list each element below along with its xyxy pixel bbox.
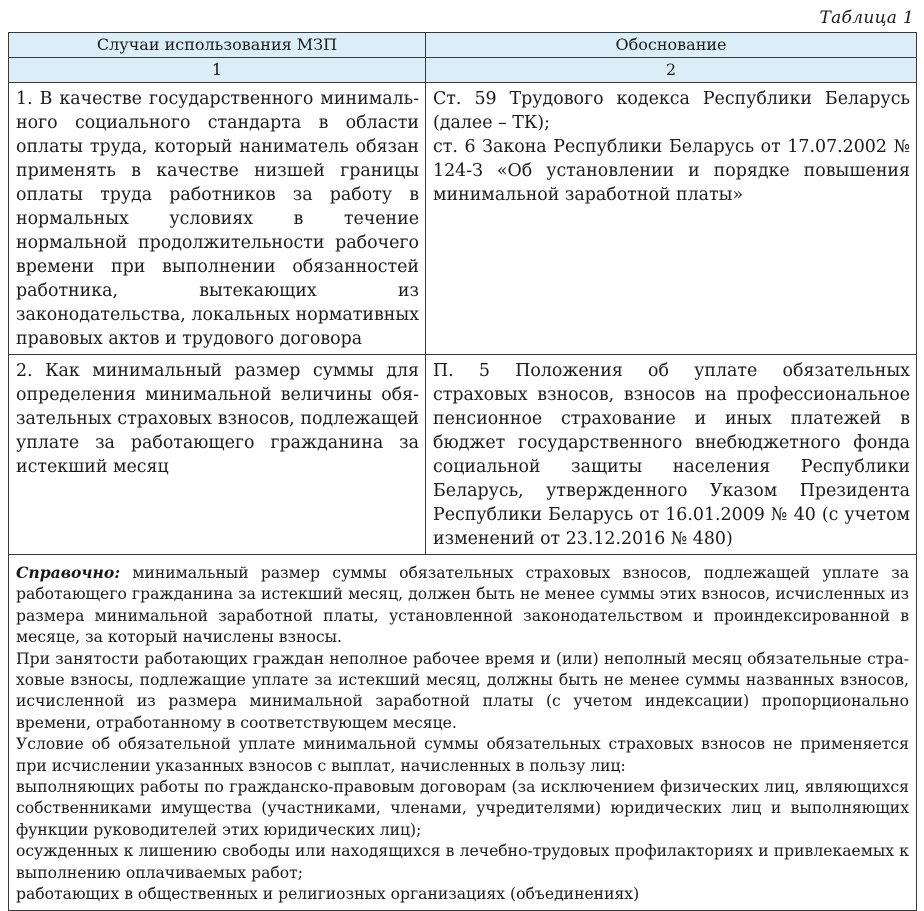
note-paragraph: осужденных к лишению свободы или находящихся в лечебно-трудовых профилакториях и привлекаемых к выполнению оплачиваемых работ; bbox=[16, 842, 909, 882]
basis-cell bbox=[426, 355, 917, 555]
header-col-basis: Обоснование bbox=[426, 33, 917, 58]
note-paragraph: выполняющих работы по гражданско-правовым договорам (за исключением физических лиц, являющихся собственниками имущества (участниками, членами, учредителями) юридических лиц и выполняющих функции руководителей этих юридических лиц); bbox=[16, 778, 909, 839]
case-cell: 1. В качестве государственного минимального социального стандарта в области оплаты труда, который наниматель обязан применять в качестве низшей границы оплаты труда работников за работу в нормальных условиях в течение нормальной продолжительности рабочего времени при выполнении обязанностей работника, вытекающих из законодательства, локальных нормативных правовых актов и трудового договора bbox=[9, 83, 426, 355]
column-number-2: 2 bbox=[426, 58, 917, 83]
column-number-1: 1 bbox=[9, 58, 426, 83]
note-label: Справочно: bbox=[16, 563, 121, 582]
column-number-row bbox=[9, 58, 917, 83]
mzp-table bbox=[8, 32, 917, 911]
basis-cell bbox=[426, 83, 917, 355]
table-row bbox=[9, 355, 917, 555]
basis-line: Ст. 59 Трудового кодекса Республики Беларусь (далее – ТК); bbox=[433, 89, 910, 133]
table-caption-area bbox=[0, 0, 924, 32]
header-col-cases: Случаи использования МЗП bbox=[9, 33, 426, 58]
note-paragraph: Условие об обязательной уплате минимальной суммы обязательных страховых взносов не применяется при исчислении указанных взносов с выплат, начисленных в пользу лиц: bbox=[16, 735, 909, 775]
note-lead-text: минимальный размер суммы обязательных страховых взносов, подлежащей уплате за работающего гражданина за истекший месяц, должен быть не менее суммы этих взносов, исчисленных из размера минимальной заработной платы, установленной законодательством и проиндексированной в месяце, за который начислены взносы. bbox=[16, 564, 909, 647]
note-paragraph: работающих в общественных и религиозных организациях (объединениях) bbox=[16, 885, 640, 904]
table-row bbox=[9, 83, 917, 355]
table-caption: Таблица 1 bbox=[819, 8, 914, 28]
reference-note bbox=[9, 555, 917, 911]
basis-line: ст. 6 Закона Республики Беларусь от 17.07.2002 № 124-З «Об установлении и порядке повышения минимальной заработной платы» bbox=[433, 137, 910, 205]
basis-line: П. 5 Положения об уплате обязательных страховых взносов, взносов на профессиональное пенсионное страхование и иных платежей в бюджет государственного внебюджетного фонда социальной защиты населения Республики Беларусь, утвержденного Указом Президента Республики Беларусь от 16.01.2009 № 40 (с учетом изменений от 23.12.2016 № 480) bbox=[433, 361, 910, 549]
header-row bbox=[9, 33, 917, 58]
note-paragraph: При занятости работающих граждан неполное рабочее время и (или) неполный месяц обязательные страховые взносы, подлежащие уплате за истекший месяц, должны быть не менее суммы названных взносов, исчисленной из размера минимальной заработной платы (с учетом индексации) пропорционально времени, отработанному в соответствующем месяце. bbox=[16, 649, 909, 732]
case-cell: 2. Как минимальный размер суммы для определения минимальной величины обязательных страховых взносов, подлежащей уплате за работающего гражданина за истекший месяц bbox=[9, 355, 426, 555]
note-lead-paragraph bbox=[16, 562, 909, 649]
note-row bbox=[9, 555, 917, 911]
